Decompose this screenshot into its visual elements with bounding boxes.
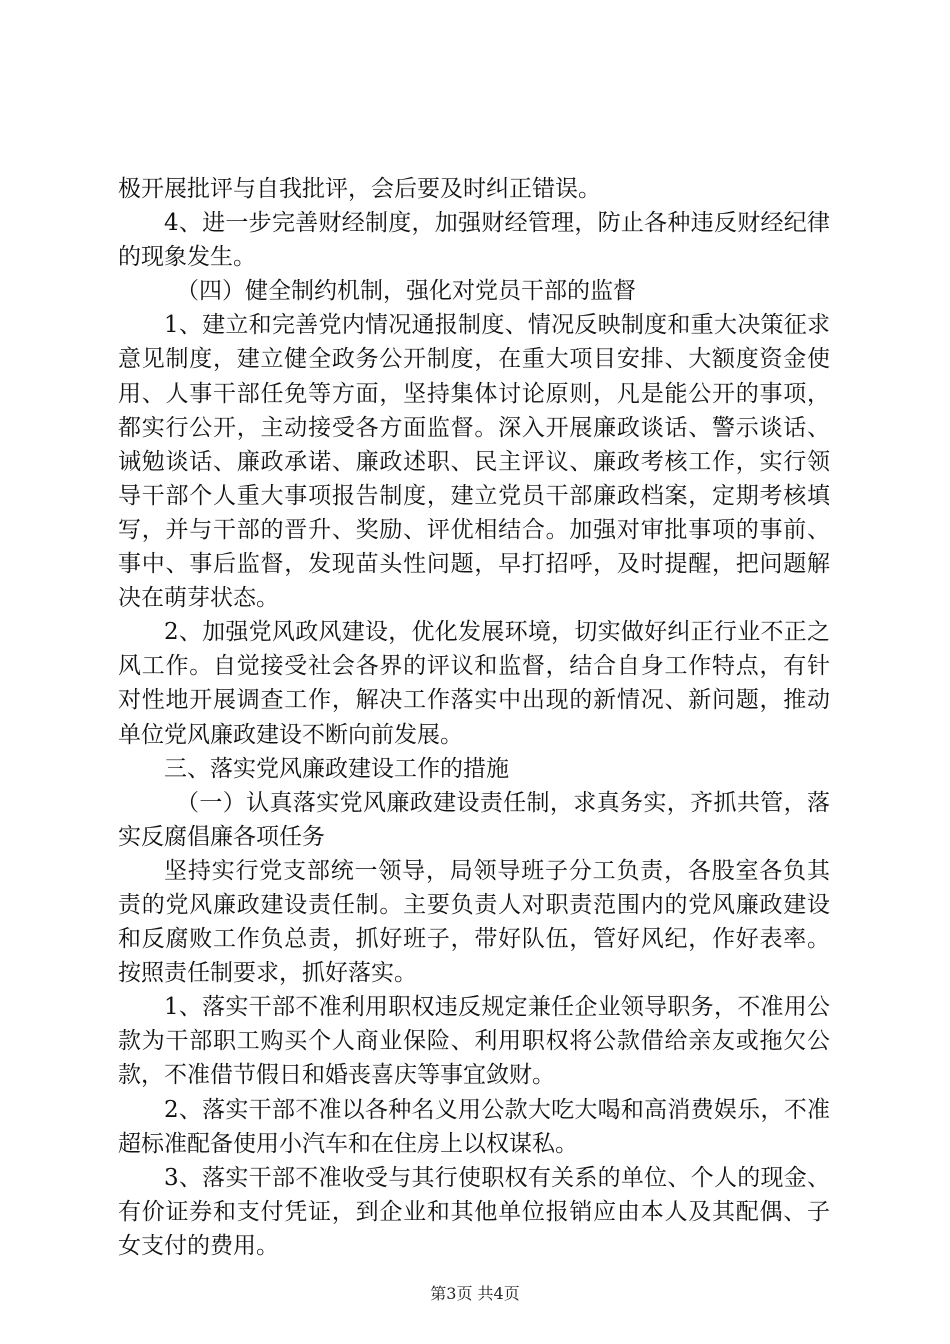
paragraph-responsibility: 坚持实行党支部统一领导，局领导班子分工负责，各股室各负其责的党风廉政建设责任制。主要负责人对职责范围内的党风廉政建设和反腐败工作负总责，抓好班子，带好队伍，管好风纪，作好表率。按照责任制要求，抓好落实。 <box>118 857 830 987</box>
page-number-footer: 第3页 共4页 <box>430 1284 520 1303</box>
section-heading-1: （一）认真落实党风廉政建设责任制，求真务实，齐抓共管，落实反腐倡廉各项任务 <box>118 789 830 850</box>
chapter-heading-3: 三、落实党风廉政建设工作的措施 <box>164 755 509 782</box>
paragraph-item-1: 1、建立和完善党内情况通报制度、情况反映制度和重大决策征求意见制度，建立健全政务公开制度，在重大项目安排、大额度资金使用、人事干部任免等方面，坚持集体讨论原则，凡是能公开的事项，都实行公开，主动接受各方面监督。深入开展廉政谈话、警示谈话、诫勉谈话、廉政承诺、廉政述职、民主评议、廉政考核工作，实行领导干部个人重大事项报告制度，建立党员干部廉政档案，定期考核填写，并与干部的晋升、奖励、评优相结合。加强对审批事项的事前、事中、事后监督，发现苗头性问题，早打招呼，及时提醒，把问题解决在萌芽状态。 <box>118 312 830 612</box>
section-heading-4: （四）健全制约机制，强化对党员干部的监督 <box>176 278 636 305</box>
paragraph-item-4: 4、进一步完善财经制度，加强财经管理，防止各种违反财经纪律的现象发生。 <box>118 210 830 271</box>
paragraph-measure-1: 1、落实干部不准利用职权违反规定兼任企业领导职务，不准用公款为干部职工购买个人商业保险、利用职权将公款借给亲友或拖欠公款，不准借节假日和婚丧喜庆等事宜敛财。 <box>118 994 830 1089</box>
document-body <box>118 172 830 1263</box>
paragraph-continuation: 极开展批评与自我批评，会后要及时纠正错误。 <box>118 176 601 202</box>
paragraph-measure-2: 2、落实干部不准以各种名义用公款大吃大喝和高消费娱乐，不准超标准配备使用小汽车和在住房上以权谋私。 <box>118 1096 830 1157</box>
paragraph-measure-3: 3、落实干部不准收受与其行使职权有关系的单位、个人的现金、有价证券和支付凭证，到企业和其他单位报销应由本人及其配偶、子女支付的费用。 <box>118 1164 830 1259</box>
paragraph-item-2: 2、加强党风政风建设，优化发展环境，切实做好纠正行业不正之风工作。自觉接受社会各界的评议和监督，结合自身工作特点，有针对性地开展调查工作，解决工作落实中出现的新情况、新问题，推动单位党风廉政建设不断向前发展。 <box>118 619 830 748</box>
